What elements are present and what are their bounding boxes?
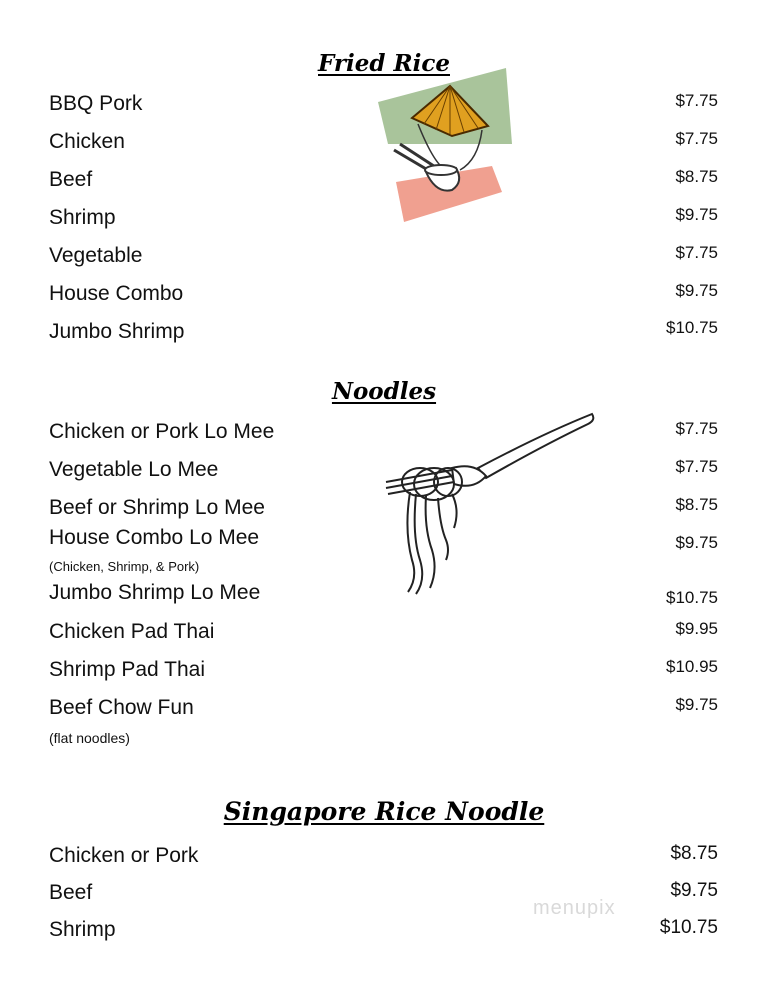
menu-item-price: $9.75 [675, 533, 718, 552]
menu-item-price: $7.75 [675, 419, 718, 438]
menu-item-price: $7.75 [675, 457, 718, 476]
menu-item-name: Beef or Shrimp Lo Mee [49, 496, 265, 519]
menu-item-name: Chicken Pad Thai [49, 620, 215, 643]
menu-item-name: Vegetable [49, 244, 143, 267]
menu-item-price: $10.75 [666, 318, 718, 337]
menu-item-name: Jumbo Shrimp [49, 320, 185, 343]
menu-item-name: Jumbo Shrimp Lo Mee [49, 581, 261, 604]
noodle-fork-icon [382, 410, 598, 596]
menu-item-name: BBQ Pork [49, 92, 143, 115]
watermark: menupix [533, 897, 616, 919]
conical-hat-rice-bowl-icon [374, 64, 512, 224]
menu-item-name: Beef [49, 168, 93, 191]
menu-item-name: Chicken [49, 130, 125, 153]
menu-item-price: $8.75 [675, 167, 718, 186]
menu-item-name: House Combo [49, 282, 184, 305]
menu-item-price: $7.75 [675, 129, 718, 148]
menu-item-name: House Combo Lo Mee [49, 526, 260, 549]
menu-item-name: Chicken or Pork [49, 844, 199, 867]
menu-item-name: Beef [49, 881, 93, 904]
menu-item-price: $9.75 [675, 281, 718, 300]
menu-item-note: (flat noodles) [49, 730, 130, 746]
menu-item-price: $9.75 [675, 205, 718, 224]
menu-item-price: $10.75 [666, 588, 718, 607]
menu-item-price: $8.75 [670, 843, 718, 864]
menu-item-name: Shrimp Pad Thai [49, 658, 206, 681]
menu-item-note: (Chicken, Shrimp, & Pork) [49, 559, 200, 574]
section-title-fried-rice: Fried Rice [318, 50, 450, 77]
section-title-noodles: Noodles [331, 378, 437, 405]
menu-item-price: $10.95 [666, 657, 718, 676]
menu-item-price: $10.75 [659, 917, 718, 938]
menu-item-name: Chicken or Pork Lo Mee [49, 420, 275, 443]
menu-item-price: $9.75 [670, 880, 718, 901]
menu-item-price: $9.95 [675, 619, 718, 638]
menu-item-price: $9.75 [675, 695, 718, 714]
menu-item-name: Shrimp [49, 918, 116, 941]
menu-item-price: $7.75 [675, 91, 718, 110]
menu-item-name: Vegetable Lo Mee [49, 458, 219, 481]
menu-item-name: Beef Chow Fun [49, 696, 194, 719]
menu-item-name: Shrimp [49, 206, 116, 229]
menu-item-price: $7.75 [675, 243, 718, 262]
section-title-singapore-rice-noodle: Singapore Rice Noodle [223, 797, 545, 826]
menu-item-price: $8.75 [675, 495, 718, 514]
